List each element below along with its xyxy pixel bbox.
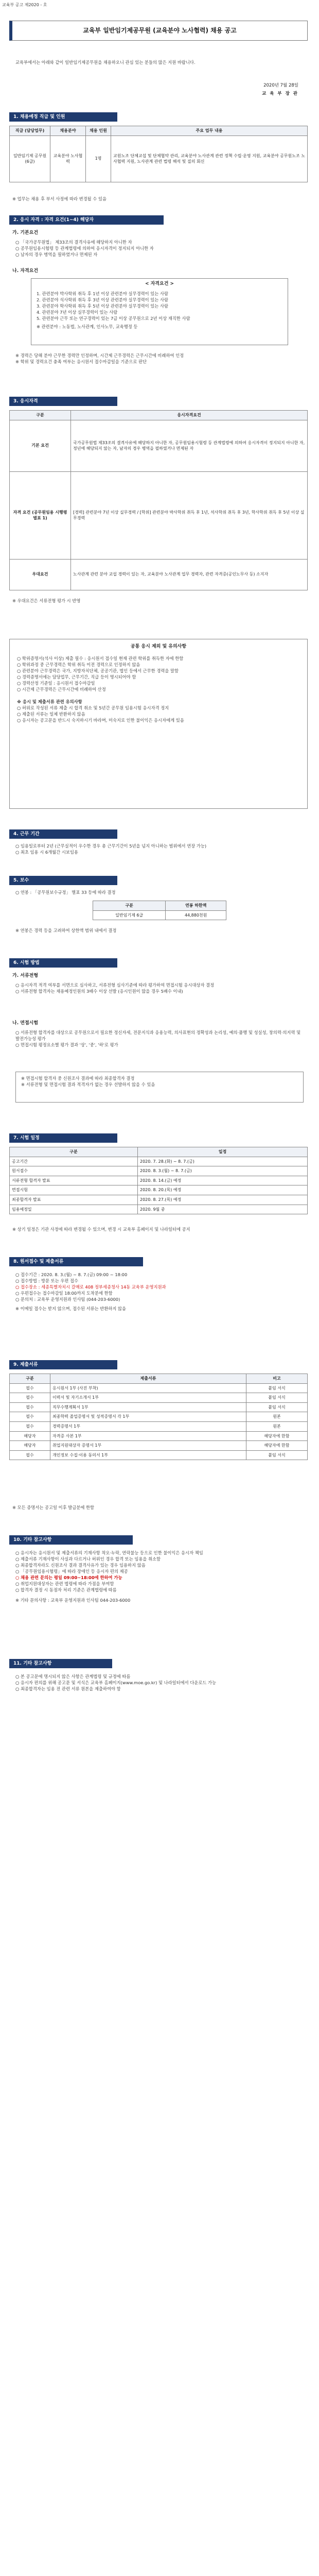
notice-org: 교 육 부 장 관: [262, 91, 298, 96]
table-row: [10, 1441, 308, 1451]
list-item: ○ 응시자격 적격 여부를 서면으로 심사하고, 서류전형 심사기준에 따라 평가하여 면접시험 응시대상자 결정: [15, 982, 215, 988]
section-4-heading: 4. 근무 기간: [9, 829, 117, 839]
notice-intro: 교육부에서는 아래와 같이 일반임기제공무원을 채용하오니 관심 있는 분들의 많은 지원 바랍니다.: [15, 60, 196, 65]
cell-doc: 취업지원대상자 증명서 1부: [50, 1441, 246, 1451]
list-item: 2. 관련분야 석사학위 취득 후 3년 이상 관련분야 실무경력이 있는 사람: [37, 297, 168, 303]
s6-sub1: 가. 서류전형: [12, 973, 39, 978]
list-item: ○ 남자의 경우 병역을 필하였거나 면제된 자: [15, 252, 98, 258]
cell-doc: 개인정보 수집·이용 동의서 1부: [50, 1450, 246, 1460]
th-grade: 직급 (담당업무): [10, 126, 50, 136]
table-row: [10, 1176, 308, 1185]
section-8-heading: 8. 원서접수 및 제출서류: [9, 1257, 143, 1266]
table-row: [10, 1166, 308, 1176]
cell-count: 1명: [86, 135, 111, 182]
list-item: ※ 경력은 당해 분야 근무한 경력만 인정하며, 시간제 근무경력은 근무시간에 비례하여 인정: [15, 353, 184, 358]
list-item: 5. 관련분야 근무 또는 연구경력이 있는 7급 이상 공무원으로 2년 이상 재직한 사람: [37, 316, 190, 321]
notice-box-title: 공통 응시 제외 및 유의사항: [130, 644, 187, 649]
list-item: ○ 접수방법 : 방문 또는 우편 접수: [15, 1278, 79, 1284]
list-item: ※ 학위 및 경력요건 충족 여부는 응시원서 접수마감일을 기준으로 판단: [15, 359, 147, 365]
th-requirements: 응시자격요건: [71, 411, 308, 420]
cell-type: 필수: [10, 1402, 50, 1412]
salary-note: ※ 연봉은 경력 등을 고려하여 상한액 범위 내에서 결정: [15, 928, 117, 933]
list-item: ○ 관련분야 근무경력은 국가, 지방자치단체, 공공기관, 법인 등에서 근무한 경력을 말함: [17, 668, 179, 674]
s6-sub2: 나. 면접시험: [12, 1021, 39, 1026]
cell-content: 노사관계 관련 분야 교섭 경력이 있는 자, 교육분야 노사관계 업무 경력자, 관련 자격증(공인노무사 등) 소지자: [71, 559, 308, 590]
list-item: ○ 합격자 결정 시 동점자 처리 기준은 관계법령에 따름: [15, 1587, 117, 1593]
cell-field: 교육분야 노사협력: [50, 135, 86, 182]
table-row: [10, 1402, 308, 1412]
th-doc-type: 구분: [10, 1374, 50, 1384]
th-doc-name: 제출서류: [50, 1374, 246, 1384]
s2-sub1: 가. 기본요건: [12, 230, 39, 235]
list-item: ○ 학위과정 중 근무경력은 학위 취득 이전 경력으로 인정하지 않음: [17, 662, 140, 668]
notice-date: 2020년 7월 28일: [263, 83, 298, 88]
th-salary-category: 구분: [93, 901, 166, 911]
notice-number: 교육부 공고 제2020 - 호: [2, 3, 47, 7]
cell-note: 해당자에 한함: [246, 1441, 308, 1451]
list-item: ○ 최종합격자는 임용 전 관련 서류 원본을 제출하여야 함: [15, 1686, 121, 1692]
s11-list: [15, 1673, 304, 1692]
cell-doc: 최종학력 졸업증명서 및 성적증명서 각 1부: [50, 1412, 246, 1422]
cell-doc: 자격증 사본 1부: [50, 1431, 246, 1441]
cell-item: 공고기간: [10, 1157, 138, 1166]
th-salary-min: 연봉 하한액: [166, 901, 226, 911]
th-doc-note: 비고: [246, 1374, 308, 1384]
cell-content: [경력] 관련분야 7년 이상 실무경력 / [학위] 관련분야 박사학위 취득 후 1년, 석사학위 취득 후 3년, 학사학위 취득 후 5년 이상 실무경력: [71, 471, 308, 559]
cell-doc: 이력서 및 자기소개서 1부: [50, 1393, 246, 1403]
list-item: ○ 문의처 : 교육부 운영지원과 인사팀 (044-203-6000): [15, 1297, 120, 1302]
eligibility-note: ※ 우대요건은 서류전형 평가 시 반영: [12, 598, 81, 603]
cell-item: 원서접수: [10, 1166, 138, 1176]
list-item: ○ 제출서류 기재사항이 사실과 다르거나 허위인 경우 합격 또는 임용을 취소함: [15, 1556, 161, 1562]
list-item: ○ 「공무원임용시험령」에 따라 장애인 등 응시자 편의 제공: [15, 1569, 128, 1574]
notice-title: 교육부 일반임기제공무원 (교육분야 노사협력) 채용 공고: [9, 21, 308, 41]
cell-type: 필수: [10, 1383, 50, 1393]
requirements-footnote: ※ 관련분야 : 노동법, 노사관계, 인사노무, 교육행정 등: [37, 324, 138, 330]
list-item: ○ 서류전형 합격자를 대상으로 공무원으로서 필요한 정신자세, 전문지식과 응용능력, 의사표현의 정확성과 논리성, 예의·품행 및 성실성, 창의력·의지력 및 발전가능성 평가: [15, 1030, 301, 1042]
section-2-heading: 2. 응시 자격 : 자격 요건(1~4) 해당자: [9, 215, 164, 225]
cell-item: 임용예정일: [10, 1205, 138, 1214]
notice-box-list: [10, 652, 307, 726]
s6-sub2-list: [15, 1029, 304, 1048]
th-schedule-item: 구분: [10, 1147, 138, 1157]
list-item: ○ 허위로 작성된 서류 제출 시 합격 취소 및 5년간 공무원 임용시험 응시자격 정지: [17, 705, 169, 711]
table-row: [10, 1195, 308, 1205]
s10-list: [15, 1550, 304, 1603]
table-row: [10, 1431, 308, 1441]
list-item: ○ 응시자는 응시원서 및 제출서류의 기재사항 착오·누락, 연락불능 등으로 인한 불이익은 응시자 책임: [15, 1550, 203, 1555]
cell-type: 해당자: [10, 1431, 50, 1441]
list-item: ○ 접수기간 : 2020. 8. 3.(월) ~ 8. 7.(금) 09:00 ~ 18:00: [15, 1272, 128, 1277]
table-row: [10, 1393, 308, 1403]
contact-line: ※ 기타 문의사항 : 교육부 운영지원과 인사팀 044-203-6000: [15, 1598, 131, 1603]
cell-date: 2020. 8. 20.(목) 예정: [138, 1185, 308, 1195]
cell-doc: 응시원서 1부 (사진 부착): [50, 1383, 246, 1393]
s4-list: [15, 843, 304, 855]
list-item: ※ 면접시험 합격자 중 신원조사 결과에 따라 최종합격자 결정: [21, 1076, 135, 1081]
section-9-heading: 9. 제출서류: [9, 1360, 117, 1369]
list-item: ○ 경력산정 기준일 : 응시원서 접수마감일: [17, 681, 95, 686]
cell-type: 해당자: [10, 1441, 50, 1451]
cell-label: 기본 요건: [10, 420, 71, 471]
requirements-box: [31, 278, 288, 345]
s2-notes: [15, 352, 304, 365]
th-count: 채용 인원: [86, 126, 111, 136]
cell-type: 필수: [10, 1421, 50, 1431]
cell-salary-amount: 44,880천원: [166, 910, 226, 920]
list-item: ○ 면접시험 평정요소별 평가 결과 '상', '중', '하'로 평가: [15, 1042, 118, 1048]
cell-note: 붙임 서식: [246, 1383, 308, 1393]
cell-type: 필수: [10, 1450, 50, 1460]
salary-table: [93, 901, 226, 920]
cell-item: 서류전형 합격자 발표: [10, 1176, 138, 1185]
list-item: ○ 공무원임용시험령 등 관계법령에 의하여 응시자격이 정지되지 아니한 자: [15, 246, 154, 251]
list-item: ○ 응시자는 공고문을 반드시 숙지하시기 바라며, 미숙지로 인한 불이익은 응시자에게 있음: [17, 718, 184, 723]
cell-label: 우대요건: [10, 559, 71, 590]
cell-duties: 교원노조 단체교섭 및 단체협약 관리, 교육분야 노사관계 관련 정책 수립·운영 지원, 교육분야 공무원노조 노사협력 지원, 노사관계 관련 법령 해석 및 질의 회신: [111, 135, 308, 182]
cell-type: 필수: [10, 1412, 50, 1422]
cell-content: 국가공무원법 제33조의 결격사유에 해당하지 아니한 자, 공무원임용시험령 등 관계법령에 의하여 응시자격이 정지되지 아니한 자, 정년에 해당되지 않는 자, 남자의 경우 병역을 필하였거나 면제된 자: [71, 420, 308, 471]
th-schedule-date: 일정: [138, 1147, 308, 1157]
cell-note: 해당자에 한함: [246, 1431, 308, 1441]
cell-item: 최종합격자 발표: [10, 1195, 138, 1205]
requirements-title: < 자격요건 >: [145, 281, 174, 286]
cell-doc: 직무수행계획서 1부: [50, 1402, 246, 1412]
section-6-heading: 6. 시험 방법: [9, 958, 117, 968]
list-item: ○ 응시자 편의를 위해 공고문 및 서식은 교육부 홈페이지(www.moe.go.kr) 및 나라일터에서 다운로드 가능: [15, 1680, 217, 1686]
cell-date: 2020. 8. 27.(목) 예정: [138, 1195, 308, 1205]
table-row: [10, 1157, 308, 1166]
table-row: [10, 1185, 308, 1195]
list-item: ○ 경력증명서에는 담당업무, 근무기간, 직급 등이 명시되어야 함: [17, 674, 136, 680]
list-item: ○ 최초 임용 시 6개월간 시보임용: [15, 850, 78, 855]
th-category: 구분: [10, 411, 71, 420]
s2-sub2: 나. 자격요건: [12, 268, 39, 274]
cell-note: 붙임 서식: [246, 1402, 308, 1412]
table-row: [10, 1450, 308, 1460]
table-row: [10, 1412, 308, 1422]
cell-label: 자격 요건 (공무원임용 시행령 별표 1): [10, 471, 71, 559]
cell-date: 2020. 8. 3.(월) ~ 8. 7.(금): [138, 1166, 308, 1176]
cell-type: 필수: [10, 1393, 50, 1403]
eligibility-table: [9, 410, 308, 590]
notice-box: [9, 639, 308, 809]
highlight-line: ○ 채용 관련 문의는 평일 09:00~18:00에 한하여 가능: [15, 1575, 122, 1581]
list-item: ○ 접수장소 : 세종특별자치시 갈매로 408 정부세종청사 14동 교육부 운영지원과: [15, 1284, 166, 1290]
schedule-table: [9, 1147, 308, 1214]
documents-note: ※ 모든 증명서는 공고일 이후 발급분에 한함: [12, 1505, 95, 1510]
section-5-heading: 5. 보수: [9, 876, 117, 885]
list-item: ○ 우편접수는 접수마감일 18:00까지 도착분에 한함: [15, 1291, 113, 1296]
s2-basic-list: [15, 239, 304, 258]
section-3-heading: 3. 응시자격: [9, 397, 117, 406]
s6-sub1-list: [15, 982, 304, 994]
list-item: ○ 제출된 서류는 일체 반환하지 않음: [17, 711, 85, 717]
list-item: ○ 최종합격자라도 신원조사 결과 결격사유가 있는 경우 임용하지 않음: [15, 1563, 146, 1568]
section-1-heading: 1. 채용예정 직급 및 인원: [9, 112, 117, 122]
list-item: 1. 관련분야 박사학위 취득 후 1년 이상 관련분야 실무경력이 있는 사람: [37, 291, 168, 297]
table-row: [10, 1205, 308, 1214]
section-11-heading: 11. 기타 참고사항: [9, 1659, 112, 1668]
cell-grade: 일반임기제 공무원(6급): [10, 135, 50, 182]
list-item: ○ 임용일로부터 2년 (근무실적이 우수한 경우 총 근무기간이 5년을 넘지 아니하는 범위에서 연장 가능): [15, 843, 207, 849]
cell-note: 붙임 서식: [246, 1393, 308, 1403]
table-row: [10, 1421, 308, 1431]
list-item: ○ 취업지원대상자는 관련 법령에 따라 가점을 부여함: [15, 1581, 114, 1587]
list-item: 3. 관련분야 학사학위 취득 후 5년 이상 관련분야 실무경력이 있는 사람: [37, 303, 168, 309]
positions-table: [9, 126, 308, 182]
th-duties: 주요 업무 내용: [111, 126, 308, 136]
cell-note: 원본: [246, 1412, 308, 1422]
cell-date: 2020. 8. 14.(금) 예정: [138, 1176, 308, 1185]
cell-item: 면접시험: [10, 1185, 138, 1195]
cell-salary-grade: 일반임기제 6급: [93, 910, 166, 920]
list-item: 4. 관련분야 7년 이상 실무경력이 있는 사람: [37, 310, 118, 315]
s5-line: ○ 연봉 : 「공무원보수규정」 별표 33 등에 따라 결정: [15, 890, 116, 895]
list-item: ○ 학위증명서(석사 이상) 제출 필수 : 응시원서 접수일 현재 관련 학위를 취득한 자에 한함: [17, 656, 184, 662]
requirements-list: [31, 290, 288, 331]
cell-note: 원본: [246, 1421, 308, 1431]
section-7-heading: 7. 시험 일정: [9, 1133, 117, 1143]
documents-table: [9, 1374, 308, 1460]
positions-note: ※ 업무는 채용 후 부서 사정에 따라 변경될 수 있음: [12, 196, 107, 201]
list-item: ○ 본 공고문에 명시되지 않은 사항은 관계법령 및 규정에 따름: [15, 1674, 131, 1679]
notice-warn-title: ※ 응시 및 제출서류 관련 유의사항: [17, 699, 82, 705]
s6-note-box: [15, 1072, 304, 1103]
s8-list: [15, 1272, 304, 1312]
list-item: ○ 「국가공무원법」 제33조의 결격사유에 해당하지 아니한 자: [15, 240, 132, 245]
table-row: [10, 1383, 308, 1393]
schedule-note: ※ 상기 일정은 기관 사정에 따라 변경될 수 있으며, 변경 시 교육부 홈페이지 및 나라일터에 공지: [12, 1227, 190, 1232]
s8-note: ※ 이메일 접수는 받지 않으며, 접수된 서류는 반환하지 않음: [15, 1306, 127, 1312]
cell-doc: 경력증명서 1부: [50, 1421, 246, 1431]
list-item: ○ 시간제 근무경력은 근무시간에 비례하여 산정: [17, 687, 106, 692]
section-10-heading: 10. 기타 참고사항: [9, 1535, 133, 1545]
list-item: ○ 서류전형 합격자는 채용예정인원의 3배수 이상 선발 (응시인원이 많을 경우 5배수 이내): [15, 989, 183, 994]
cell-note: 붙임 서식: [246, 1450, 308, 1460]
cell-date: 2020. 7. 28.(화) ~ 8. 7.(금): [138, 1157, 308, 1166]
th-field: 채용분야: [50, 126, 86, 136]
cell-date: 2020. 9월 중: [138, 1205, 308, 1214]
list-item: ※ 서류전형 및 면접시험 결과 적격자가 없는 경우 선발하지 않을 수 있음: [21, 1082, 155, 1088]
